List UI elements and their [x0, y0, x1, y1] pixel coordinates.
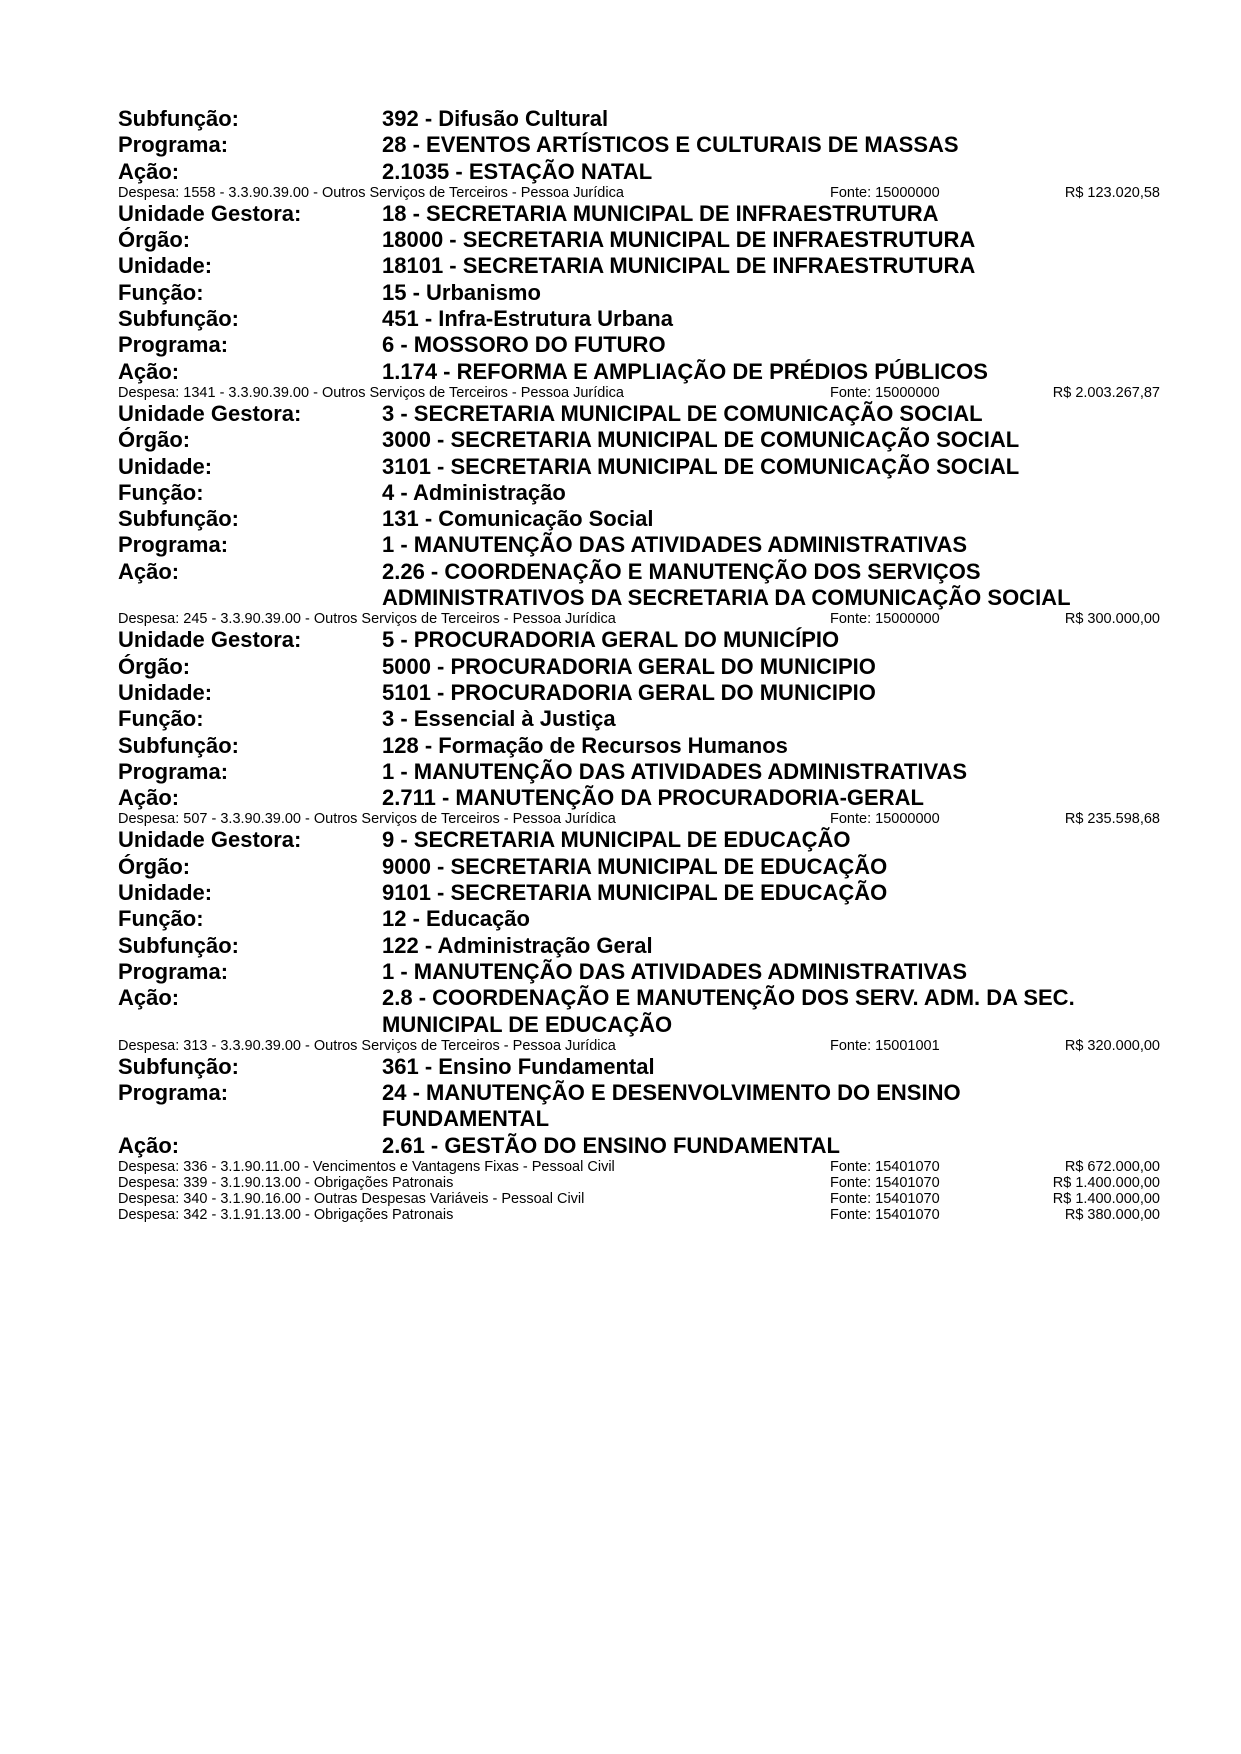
field-value: 2.1035 - ESTAÇÃO NATAL — [382, 158, 653, 184]
field-label: Ação: — [118, 558, 180, 584]
field-label: Órgão: — [118, 227, 191, 253]
field-row — [118, 253, 1160, 279]
expense-fonte: Fonte: 15000000 — [830, 384, 940, 401]
field-label: Função: — [118, 479, 204, 505]
field-label: Unidade: — [118, 453, 213, 479]
field-value: 3000 - SECRETARIA MUNICIPAL DE COMUNICAÇÃO SOCIAL — [382, 427, 1020, 453]
expense-amount: R$ 672.000,00 — [1064, 1158, 1160, 1175]
field-label: Subfunção: — [118, 506, 239, 532]
expense-fonte: Fonte: 15401070 — [830, 1158, 940, 1175]
field-row — [118, 306, 1160, 332]
field-value: 122 - Administração Geral — [382, 932, 653, 958]
field-label: Subfunção: — [118, 732, 239, 758]
field-value: 6 - MOSSORO DO FUTURO — [382, 332, 666, 358]
expense-fonte: Fonte: 15000000 — [830, 611, 940, 628]
field-label: Órgão: — [118, 853, 191, 879]
field-label: Função: — [118, 906, 204, 932]
field-value: 3 - Essencial à Justiça — [382, 706, 616, 732]
expense-row — [118, 1191, 1160, 1207]
field-value: 9 - SECRETARIA MUNICIPAL DE EDUCAÇÃO — [382, 827, 851, 853]
field-value: 5101 - PROCURADORIA GERAL DO MUNICIPIO — [382, 679, 876, 705]
field-row — [118, 480, 1160, 506]
field-value: 5000 - PROCURADORIA GERAL DO MUNICIPIO — [382, 653, 876, 679]
field-label: Unidade Gestora: — [118, 400, 302, 426]
expense-row — [118, 611, 1160, 627]
field-value: 2.711 - MANUTENÇÃO DA PROCURADORIA-GERAL — [382, 785, 924, 811]
field-row — [118, 1054, 1160, 1080]
field-row — [118, 733, 1160, 759]
expense-amount: R$ 300.000,00 — [1064, 611, 1160, 628]
field-value: 9000 - SECRETARIA MUNICIPAL DE EDUCAÇÃO — [382, 853, 888, 879]
field-label: Subfunção: — [118, 932, 239, 958]
field-row — [118, 706, 1160, 732]
field-row — [118, 159, 1160, 185]
field-row — [118, 427, 1160, 453]
field-row — [118, 680, 1160, 706]
field-row — [118, 559, 1160, 585]
field-row — [118, 106, 1160, 132]
expense-row — [118, 185, 1160, 201]
field-row — [118, 906, 1160, 932]
expense-amount: R$ 235.598,68 — [1064, 811, 1160, 828]
field-value: 392 - Difusão Cultural — [382, 106, 609, 131]
field-continuation-row — [118, 585, 1160, 611]
field-label: Ação: — [118, 158, 180, 184]
field-label: Programa: — [118, 132, 229, 158]
field-label: Programa: — [118, 758, 229, 784]
field-value: 1 - MANUTENÇÃO DAS ATIVIDADES ADMINISTRATIVAS — [382, 758, 968, 784]
field-value: 128 - Formação de Recursos Humanos — [382, 732, 788, 758]
field-row — [118, 201, 1160, 227]
field-label: Programa: — [118, 332, 229, 358]
field-row — [118, 933, 1160, 959]
field-row — [118, 880, 1160, 906]
field-value: 28 - EVENTOS ARTÍSTICOS E CULTURAIS DE MASSAS — [382, 132, 959, 158]
field-row — [118, 785, 1160, 811]
field-label: Função: — [118, 706, 204, 732]
field-value: 451 - Infra-Estrutura Urbana — [382, 306, 673, 332]
field-label: Órgão: — [118, 427, 191, 453]
field-row — [118, 332, 1160, 358]
expense-description: Despesa: 340 - 3.1.90.16.00 - Outras Despesas Variáveis - Pessoal Civil — [118, 1190, 585, 1207]
field-label: Unidade Gestora: — [118, 827, 302, 853]
expense-row — [118, 1038, 1160, 1054]
expense-fonte: Fonte: 15000000 — [830, 184, 940, 201]
expense-amount: R$ 380.000,00 — [1064, 1206, 1160, 1223]
field-row — [118, 654, 1160, 680]
field-value: 1 - MANUTENÇÃO DAS ATIVIDADES ADMINISTRATIVAS — [382, 958, 968, 984]
field-value: 12 - Educação — [382, 906, 530, 932]
budget-document — [118, 106, 1160, 1223]
expense-row — [118, 1207, 1160, 1223]
field-row — [118, 1133, 1160, 1159]
field-label: Programa: — [118, 532, 229, 558]
expense-fonte: Fonte: 15000000 — [830, 811, 940, 828]
field-value: 18000 - SECRETARIA MUNICIPAL DE INFRAESTRUTURA — [382, 227, 976, 253]
field-value: 361 - Ensino Fundamental — [382, 1053, 655, 1079]
expense-amount: R$ 123.020,58 — [1064, 184, 1160, 201]
field-value: 2.61 - GESTÃO DO ENSINO FUNDAMENTAL — [382, 1132, 840, 1158]
field-continuation-row — [118, 1012, 1160, 1038]
expense-row — [118, 385, 1160, 401]
expense-amount: R$ 2.003.267,87 — [1052, 384, 1160, 401]
field-value: 24 - MANUTENÇÃO E DESENVOLVIMENTO DO ENSINO — [382, 1080, 961, 1106]
field-row — [118, 827, 1160, 853]
expense-row — [118, 1175, 1160, 1191]
field-row — [118, 506, 1160, 532]
expense-description: Despesa: 342 - 3.1.91.13.00 - Obrigações Patronais — [118, 1206, 454, 1223]
field-value: 1 - MANUTENÇÃO DAS ATIVIDADES ADMINISTRATIVAS — [382, 532, 968, 558]
field-row — [118, 132, 1160, 158]
field-value-continuation: MUNICIPAL DE EDUCAÇÃO — [382, 1011, 673, 1037]
field-row — [118, 759, 1160, 785]
expense-description: Despesa: 336 - 3.1.90.11.00 - Vencimentos e Vantagens Fixas - Pessoal Civil — [118, 1158, 615, 1175]
field-value: 2.26 - COORDENAÇÃO E MANUTENÇÃO DOS SERVIÇOS — [382, 558, 981, 584]
field-value: 9101 - SECRETARIA MUNICIPAL DE EDUCAÇÃO — [382, 880, 888, 906]
field-row — [118, 1080, 1160, 1106]
expense-description: Despesa: 313 - 3.3.90.39.00 - Outros Serviços de Terceiros - Pessoa Jurídica — [118, 1037, 616, 1054]
field-continuation-row — [118, 1106, 1160, 1132]
expense-amount: R$ 1.400.000,00 — [1052, 1174, 1160, 1191]
field-row — [118, 959, 1160, 985]
field-value: 18101 - SECRETARIA MUNICIPAL DE INFRAESTRUTURA — [382, 253, 976, 279]
field-row — [118, 359, 1160, 385]
field-label: Programa: — [118, 958, 229, 984]
field-row — [118, 627, 1160, 653]
field-label: Ação: — [118, 1132, 180, 1158]
field-value: 18 - SECRETARIA MUNICIPAL DE INFRAESTRUTURA — [382, 200, 939, 226]
field-row — [118, 227, 1160, 253]
field-row — [118, 401, 1160, 427]
field-label: Ação: — [118, 785, 180, 811]
expense-row — [118, 811, 1160, 827]
field-value: 3 - SECRETARIA MUNICIPAL DE COMUNICAÇÃO SOCIAL — [382, 400, 983, 426]
expense-fonte: Fonte: 15401070 — [830, 1190, 940, 1207]
field-label: Unidade: — [118, 253, 213, 279]
field-label: Unidade: — [118, 880, 213, 906]
field-value-continuation: FUNDAMENTAL — [382, 1106, 550, 1132]
field-label: Subfunção: — [118, 106, 239, 131]
expense-amount: R$ 1.400.000,00 — [1052, 1190, 1160, 1207]
expense-row — [118, 1159, 1160, 1175]
field-value: 2.8 - COORDENAÇÃO E MANUTENÇÃO DOS SERV. ADM. DA SEC. — [382, 985, 1075, 1011]
field-row — [118, 532, 1160, 558]
expense-description: Despesa: 1341 - 3.3.90.39.00 - Outros Serviços de Terceiros - Pessoa Jurídica — [118, 384, 624, 401]
field-label: Ação: — [118, 985, 180, 1011]
field-value: 4 - Administração — [382, 479, 566, 505]
field-label: Subfunção: — [118, 306, 239, 332]
expense-description: Despesa: 245 - 3.3.90.39.00 - Outros Serviços de Terceiros - Pessoa Jurídica — [118, 611, 616, 628]
expense-description: Despesa: 339 - 3.1.90.13.00 - Obrigações Patronais — [118, 1174, 454, 1191]
field-value: 5 - PROCURADORIA GERAL DO MUNICÍPIO — [382, 627, 840, 653]
field-label: Programa: — [118, 1080, 229, 1106]
field-label: Órgão: — [118, 653, 191, 679]
expense-amount: R$ 320.000,00 — [1064, 1037, 1160, 1054]
field-row — [118, 985, 1160, 1011]
field-value: 3101 - SECRETARIA MUNICIPAL DE COMUNICAÇÃO SOCIAL — [382, 453, 1020, 479]
field-label: Ação: — [118, 358, 180, 384]
field-row — [118, 280, 1160, 306]
expense-fonte: Fonte: 15401070 — [830, 1206, 940, 1223]
expense-description: Despesa: 507 - 3.3.90.39.00 - Outros Serviços de Terceiros - Pessoa Jurídica — [118, 811, 616, 828]
field-row — [118, 854, 1160, 880]
field-value: 131 - Comunicação Social — [382, 506, 654, 532]
expense-fonte: Fonte: 15001001 — [830, 1037, 940, 1054]
expense-description: Despesa: 1558 - 3.3.90.39.00 - Outros Serviços de Terceiros - Pessoa Jurídica — [118, 184, 624, 201]
field-label: Unidade Gestora: — [118, 200, 302, 226]
field-label: Função: — [118, 279, 204, 305]
field-row — [118, 454, 1160, 480]
field-label: Unidade Gestora: — [118, 627, 302, 653]
field-label: Unidade: — [118, 679, 213, 705]
expense-fonte: Fonte: 15401070 — [830, 1174, 940, 1191]
field-value: 1.174 - REFORMA E AMPLIAÇÃO DE PRÉDIOS PÚBLICOS — [382, 358, 988, 384]
field-label: Subfunção: — [118, 1053, 239, 1079]
field-value-continuation: ADMINISTRATIVOS DA SECRETARIA DA COMUNICAÇÃO SOCIAL — [382, 585, 1071, 611]
field-value: 15 - Urbanismo — [382, 279, 541, 305]
